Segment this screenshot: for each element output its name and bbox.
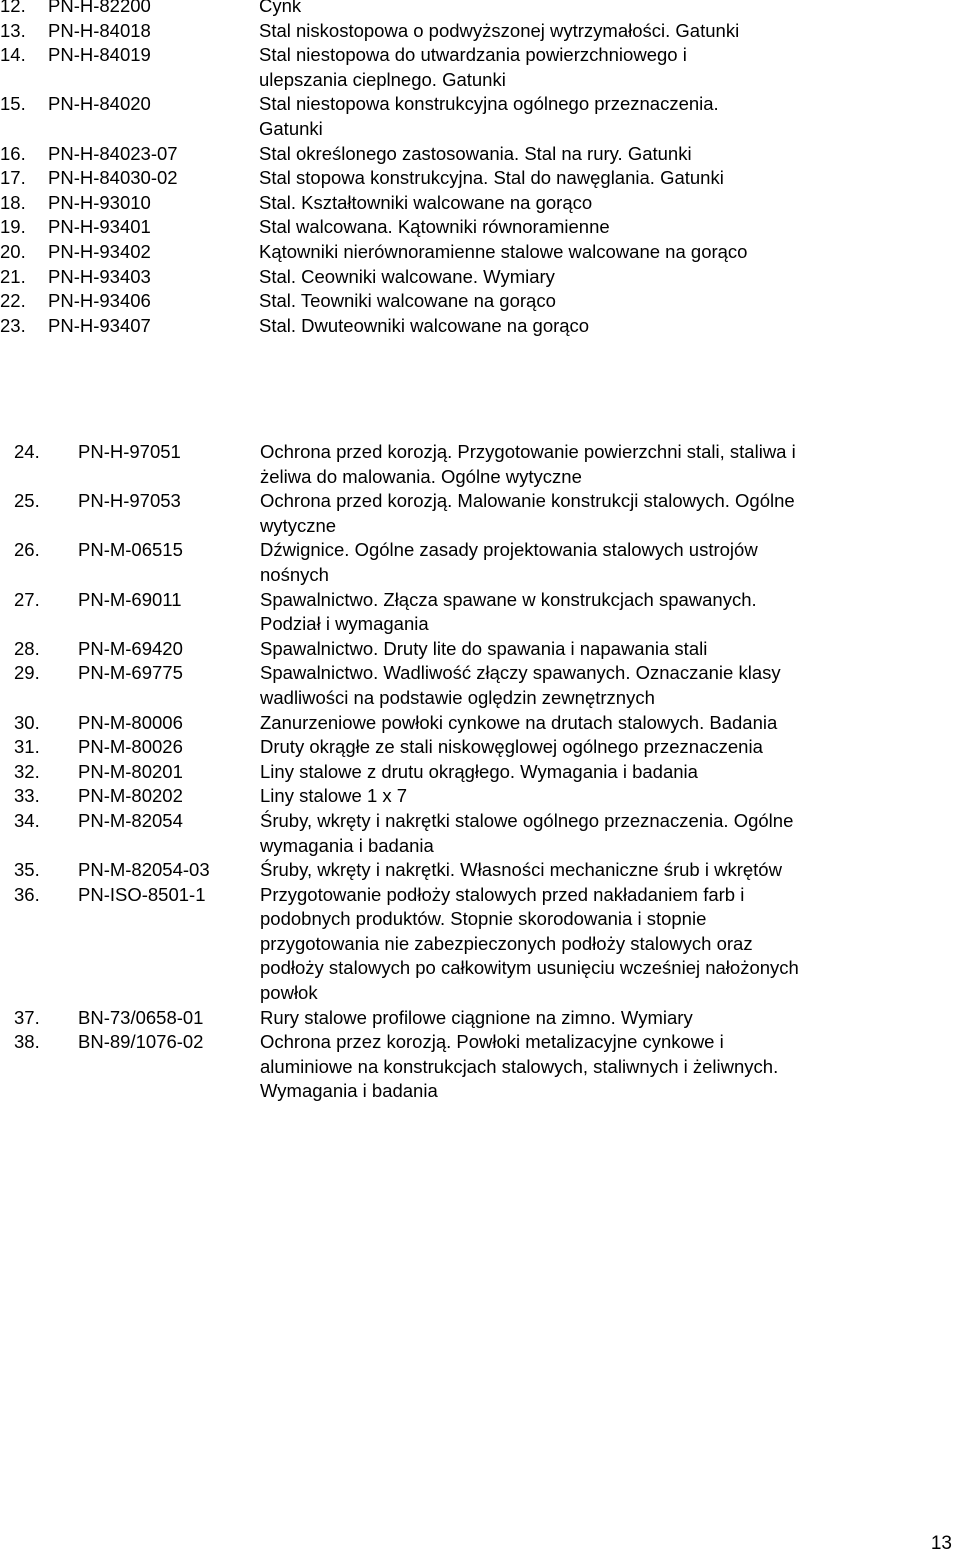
list-item xyxy=(0,191,960,216)
item-number: 22. xyxy=(0,290,26,312)
list-item xyxy=(0,661,960,710)
item-number: 25. xyxy=(14,490,40,512)
standard-code: PN-H-84018 xyxy=(48,19,151,41)
list-item xyxy=(0,265,960,290)
standard-title: Cynk xyxy=(259,0,302,16)
item-number: 12. xyxy=(0,0,26,16)
standard-title: Stal określonego zastosowania. Stal na rury. Gatunki xyxy=(259,142,692,164)
list-item xyxy=(0,538,960,587)
item-number: 30. xyxy=(14,711,40,733)
item-number: 18. xyxy=(0,191,26,213)
standard-title: Ochrona przed korozją. Przygotowanie powierzchni stali, staliwa i żeliwa do malowania. Ogólne wytyczne xyxy=(260,441,796,487)
list-item xyxy=(0,43,960,92)
standard-code: PN-M-82054-03 xyxy=(78,859,210,881)
standard-title: Liny stalowe 1 x 7 xyxy=(260,785,408,807)
standard-title: Stal. Teowniki walcowane na gorąco xyxy=(259,290,556,312)
standard-code: BN-89/1076-02 xyxy=(78,1031,204,1053)
standard-code: PN-H-97051 xyxy=(78,441,181,462)
item-number: 28. xyxy=(14,637,40,659)
standard-code: PN-H-84030-02 xyxy=(48,167,178,189)
item-number: 27. xyxy=(14,588,40,610)
list-item xyxy=(0,858,960,883)
standard-code: PN-M-82054 xyxy=(78,809,183,831)
standard-code: PN-M-80006 xyxy=(78,711,183,733)
standard-title: Liny stalowe z drutu okrągłego. Wymagania i badania xyxy=(260,760,698,782)
standard-code: PN-M-69420 xyxy=(78,637,183,659)
standard-code: PN-H-84023-07 xyxy=(48,142,178,164)
standard-title: Ochrona przez korozją. Powłoki metalizacyjne cynkowe i aluminiowe na konstrukcjach stalowych, staliwnych i żeliwnych. Wymagania i badania xyxy=(260,1031,779,1102)
list-item xyxy=(0,289,960,314)
list-item xyxy=(0,240,960,265)
item-number: 33. xyxy=(14,785,40,807)
list-item xyxy=(0,711,960,736)
standard-title: Zanurzeniowe powłoki cynkowe na drutach stalowych. Badania xyxy=(260,711,778,733)
list-item xyxy=(0,1030,960,1104)
standard-title: Spawalnictwo. Złącza spawane w konstrukcjach spawanych. Podział i wymagania xyxy=(260,588,757,635)
standard-title: Dźwignice. Ogólne zasady projektowania stalowych ustrojów nośnych xyxy=(260,539,758,585)
item-number: 36. xyxy=(14,883,40,905)
list-item xyxy=(0,489,960,538)
standard-title: Spawalnictwo. Druty lite do spawania i napawania stali xyxy=(260,637,708,659)
list-item xyxy=(0,440,960,489)
item-number: 23. xyxy=(0,314,26,336)
item-number: 20. xyxy=(0,240,26,262)
item-number: 19. xyxy=(0,216,26,238)
item-number: 17. xyxy=(0,167,26,189)
standard-title: Druty okrągłe ze stali niskowęglowej ogólnego przeznaczenia xyxy=(260,736,763,758)
item-number: 21. xyxy=(0,265,26,287)
standard-title: Spawalnictwo. Wadliwość złączy spawanych. Oznaczanie klasy wadliwości na podstawie oględzin zewnętrznych xyxy=(260,662,781,708)
item-number: 32. xyxy=(14,760,40,782)
standard-code: PN-ISO-8501-1 xyxy=(78,883,206,905)
standard-title: Stal niestopowa konstrukcyjna ogólnego przeznaczenia. Gatunki xyxy=(259,93,719,139)
standard-code: PN-H-82200 xyxy=(48,0,151,16)
standards-list-part-2 xyxy=(0,440,960,1104)
standard-code: PN-H-84020 xyxy=(48,93,151,115)
item-number: 16. xyxy=(0,142,26,164)
list-item xyxy=(0,784,960,809)
item-number: 14. xyxy=(0,44,26,66)
standard-code: PN-H-93402 xyxy=(48,240,151,262)
list-item xyxy=(0,314,960,339)
standard-title: Stal. Dwuteowniki walcowane na gorąco xyxy=(259,314,590,336)
standard-code: PN-M-06515 xyxy=(78,539,183,561)
standard-title: Stal niskostopowa o podwyższonej wytrzymałości. Gatunki xyxy=(259,19,740,41)
item-number: 15. xyxy=(0,93,26,115)
standard-code: PN-M-69775 xyxy=(78,662,183,684)
list-item xyxy=(0,19,960,44)
standard-code: PN-M-80026 xyxy=(78,736,183,758)
standard-code: BN-73/0658-01 xyxy=(78,1006,204,1028)
standard-code: PN-M-80202 xyxy=(78,785,183,807)
item-number: 13. xyxy=(0,19,26,41)
standard-title: Śruby, wkręty i nakrętki stalowe ogólnego przeznaczenia. Ogólne wymagania i badania xyxy=(260,809,794,856)
list-item xyxy=(0,588,960,637)
standard-code: PN-M-69011 xyxy=(78,588,182,610)
item-number: 37. xyxy=(14,1006,40,1028)
list-item xyxy=(0,215,960,240)
page-number: 13 xyxy=(930,1533,952,1554)
item-number: 38. xyxy=(14,1031,40,1053)
item-number: 34. xyxy=(14,809,40,831)
list-item xyxy=(0,760,960,785)
list-item xyxy=(0,809,960,858)
standard-code: PN-H-84019 xyxy=(48,44,151,66)
item-number: 24. xyxy=(14,441,40,462)
standard-title: Ochrona przed korozją. Malowanie konstrukcji stalowych. Ogólne wytyczne xyxy=(260,490,795,536)
standard-title: Kątowniki nierównoramienne stalowe walcowane na gorąco xyxy=(259,240,748,262)
standard-title: Stal. Ceowniki walcowane. Wymiary xyxy=(259,265,555,287)
standard-code: PN-H-93407 xyxy=(48,314,151,336)
list-item xyxy=(0,1006,960,1031)
list-item xyxy=(0,92,960,141)
standard-code: PN-H-93406 xyxy=(48,290,151,312)
standard-code: PN-H-93010 xyxy=(48,191,151,213)
standard-title: Stal. Kształtowniki walcowane na gorąco xyxy=(259,191,593,213)
standard-title: Stal stopowa konstrukcyjna. Stal do nawęglania. Gatunki xyxy=(259,167,724,189)
standard-code: PN-M-80201 xyxy=(78,760,183,782)
standard-title: Przygotowanie podłoży stalowych przed nakładaniem farb i podobnych produktów. Stopnie skorodowania i stopnie przygotowania nie zabezpieczonych podłoży stalowych oraz podłoży stalowych po całkowitym usunięciu wcześniej nałożonych powłok xyxy=(260,883,799,1004)
standard-title: Stal niestopowa do utwardzania powierzchniowego i ulepszania cieplnego. Gatunki xyxy=(259,44,687,90)
standard-title: Rury stalowe profilowe ciągnione na zimno. Wymiary xyxy=(260,1006,693,1028)
list-item xyxy=(0,883,960,1006)
standard-code: PN-H-93403 xyxy=(48,265,151,287)
list-item xyxy=(0,735,960,760)
item-number: 35. xyxy=(14,859,40,881)
standard-code: PN-H-93401 xyxy=(48,216,151,238)
list-item xyxy=(0,166,960,191)
list-item xyxy=(0,637,960,662)
standards-list-part-1 xyxy=(0,0,960,338)
item-number: 26. xyxy=(14,539,40,561)
standard-title: Stal walcowana. Kątowniki równoramienne xyxy=(259,216,610,238)
item-number: 31. xyxy=(14,736,40,758)
list-item xyxy=(0,0,960,19)
standard-code: PN-H-97053 xyxy=(78,490,181,512)
list-item xyxy=(0,142,960,167)
item-number: 29. xyxy=(14,662,40,684)
standard-title: Śruby, wkręty i nakrętki. Własności mechaniczne śrub i wkrętów xyxy=(260,859,782,881)
